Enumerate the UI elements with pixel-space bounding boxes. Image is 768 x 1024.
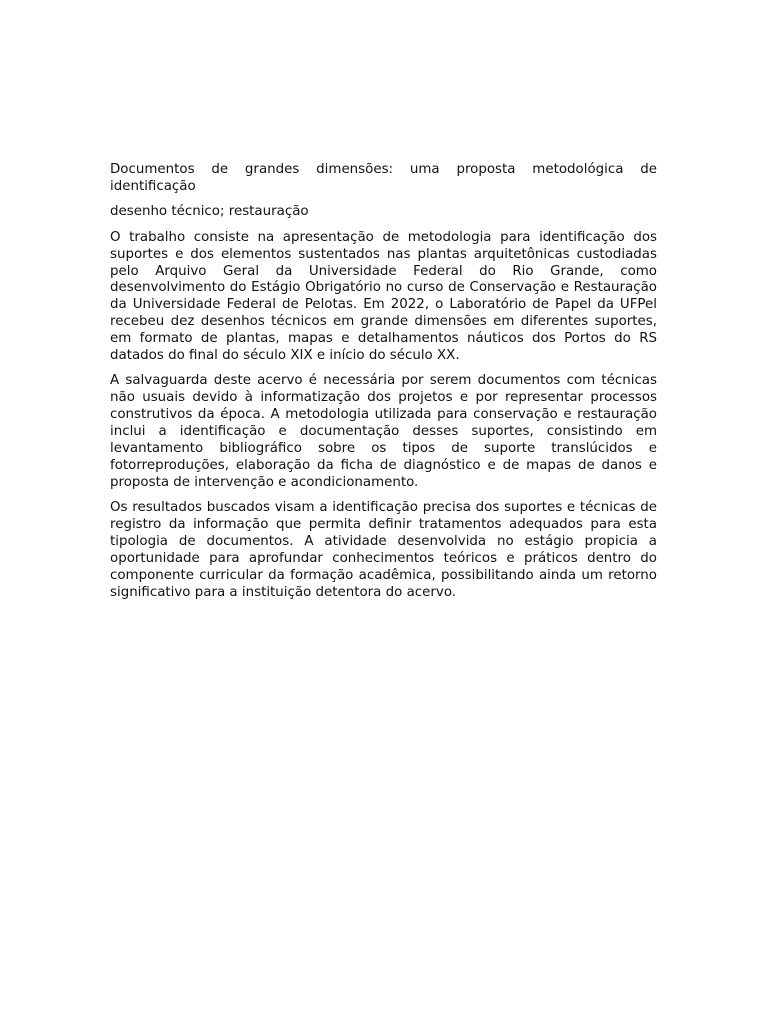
paragraph-introduction: O trabalho consiste na apresentação de metodologia para identificação dos suportes e dos elementos sustentados nas plantas arquitetônicas custodiadas pelo Arquivo Geral da Universidade Federal do Rio Grande, como desenvolvimento do Estágio Obrigatório no curso de Conservação e Restauração da Universidade Federal de Pelotas. Em 2022, o Laboratório de Papel da UFPel recebeu dez desenhos técnicos em grande dimensões em diferentes suportes, em formato de plantas, mapas e detalhamentos náuticos dos Portos do RS datados do final do século XIX e início do século XX. (110, 229, 657, 364)
document-body (110, 162, 657, 610)
document-keywords: desenho técnico; restauração (110, 204, 309, 220)
paragraph-methodology: A salvaguarda deste acervo é necessária por serem documentos com técnicas não usuais devido à informatização dos projetos e por representar processos construtivos da época. A metodologia utilizada para conservação e restauração inclui a identificação e documentação desses suportes, consistindo em levantamento bibliográfico sobre os tipos de suporte translúcidos e fotorreproduções, elaboração da ficha de diagnóstico e de mapas de danos e proposta de intervenção e acondicionamento. (110, 373, 657, 490)
document-title: Documentos de grandes dimensões: uma proposta metodológica de identificação (110, 162, 657, 194)
paragraph-results: Os resultados buscados visam a identificação precisa dos suportes e técnicas de registro da informação que permita definir tratamentos adequados para esta tipologia de documentos. A atividade desenvolvida no estágio propicia a oportunidade para aprofundar conhecimentos teóricos e práticos dentro do componente curricular da formação acadêmica, possibilitando ainda um retorno significativo para a instituição detentora do acervo. (110, 500, 657, 600)
